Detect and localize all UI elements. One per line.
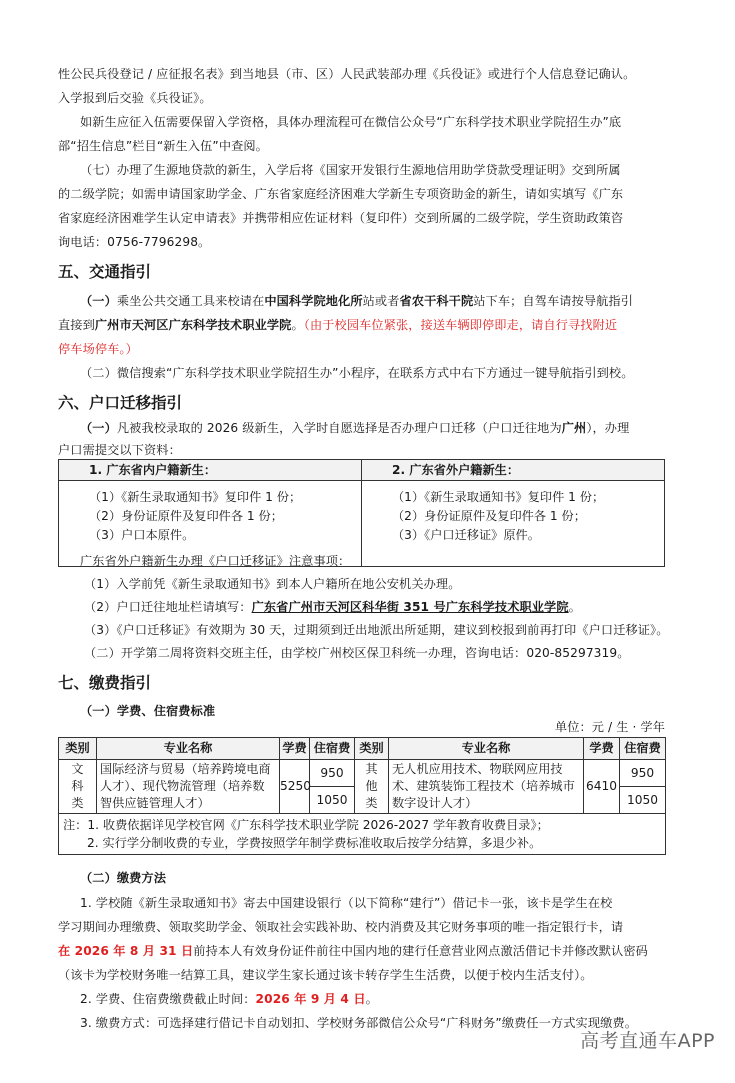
list-item: （3）户口本原件。 [89, 528, 195, 542]
table-header: 2. 广东省外户籍新生： [362, 460, 665, 481]
dorm-fee-cell: 1050 [620, 787, 666, 814]
text-line: 户口需提交以下资料： [58, 443, 181, 457]
text-line: 性公民兵役登记 / 应征报名表》到当地县（市、区）人民武装部办理《兵役证》或进行个人信息登记确认。 [58, 67, 636, 81]
migration-address: 广东省广州市天河区科华街 351 号广东科学技术职业学院 [251, 600, 569, 614]
text-line: 如新生应征入伍需要保留入学资格，具体办理流程可在微信公众号“广东科学技术职业学院招生办”底 [80, 115, 622, 129]
footnote-line: 注：1. 收费依据详见学校官网《广东科学技术职业学院 2026-2027 学年教育收费目录》； [63, 818, 549, 832]
text-span: 直接到 [58, 318, 95, 332]
text-line [80, 293, 633, 309]
table-header: 1. 广东省内户籍新生： [59, 460, 362, 481]
text-line: 省家庭经济困难学生认定申请表》并携带相应佐证材料（复印件）交到所属的二级学院，学生资助政策咨 [58, 211, 624, 225]
item-marker: （一） [80, 294, 117, 308]
text-span: 站下车；自驾车请按导航指引 [473, 294, 633, 308]
section-heading: 五、交通指引 [58, 263, 152, 281]
category-cell: 其他类 [355, 760, 389, 814]
watermark: 高考直通车APP [580, 1030, 715, 1052]
text-line [80, 991, 378, 1007]
text-line [80, 420, 629, 436]
text-line [58, 943, 648, 959]
column-header: 类别 [355, 738, 389, 760]
household-materials-table [58, 459, 665, 567]
text-line: 入学报到后交验《兵役证》。 [58, 91, 212, 105]
destination-city: 广州 [561, 421, 587, 435]
dorm-fee-cell: 950 [310, 760, 355, 787]
destination-name: 广州市天河区广东科学技术职业学院 [94, 318, 292, 332]
section-heading: 七、缴费指引 [58, 674, 152, 692]
subsection-heading: （二）缴费方法 [80, 871, 167, 885]
column-header: 住宿费 [620, 738, 666, 760]
list-item: （3）《户口迁移证》原件。 [392, 528, 540, 542]
text-span: 。 [568, 600, 581, 614]
text-span: 2. 学费、住宿费缴费截止时间： [80, 992, 256, 1006]
bus-stop-name: 中国科学院地化所 [264, 294, 363, 308]
text-line: （该卡为学校财务唯一结算工具，建议学生家长通过该卡转存学生生活费，以便于校内生活支付）。 [58, 968, 593, 982]
item-marker: （一） [80, 421, 117, 435]
text-span: 前持本人有效身份证件前往中国内地的建行任意营业网点激活借记卡并修改默认密码 [193, 944, 648, 958]
major-names-cell: 国际经济与贸易（培养跨境电商人才）、现代物流管理（培养数智供应链管理人才） [97, 760, 280, 814]
column-header: 类别 [59, 738, 97, 760]
fee-standards-table [58, 737, 666, 855]
text-line: 部“招生信息”栏目“新生入伍”中查阅。 [58, 139, 268, 153]
text-span: ），办理 [586, 421, 630, 435]
dorm-fee-cell: 950 [620, 760, 666, 787]
text-line: 询电话：0756-7796298。 [58, 235, 211, 249]
list-item: （2）身份证原件及复印件各 1 份； [392, 509, 586, 523]
major-names-cell: 无人机应用技术、物联网应用技术、建筑装饰工程技术（培养城市数字设计人才） [389, 760, 584, 814]
table-footnote [59, 814, 666, 855]
list-item: （1）《新生录取通知书》复印件 1 份； [392, 490, 605, 504]
dorm-fee-cell: 1050 [310, 787, 355, 814]
subsection-heading: （一）学费、住宿费标准 [80, 704, 216, 718]
text-line [58, 317, 617, 333]
column-header: 专业名称 [389, 738, 584, 760]
text-line: 广东省外户籍新生办理《户口迁移证》注意事项： [80, 554, 351, 568]
unit-label: 单位：元 / 生 · 学年 [554, 720, 665, 734]
column-header: 学费 [584, 738, 620, 760]
text-line: 3. 缴费方式：可选择建行借记卡自动划扣、学校财务部微信公众号“广科财务”缴费任一方式实现缴费。 [80, 1016, 637, 1030]
bus-stop-name: 省农干科干院 [399, 294, 474, 308]
column-header: 学费 [280, 738, 310, 760]
list-item: （2）身份证原件及复印件各 1 份； [89, 509, 283, 523]
materials-list-out-province [362, 481, 665, 567]
text-line: 的二级学院；如需申请国家助学金、广东省家庭经济困难大学新生专项资助金的新生，请如实填写《广东 [58, 187, 624, 201]
column-header: 住宿费 [310, 738, 355, 760]
section-heading: 六、户口迁移指引 [58, 394, 183, 412]
tuition-cell: 5250 [280, 760, 310, 814]
text-line: 1. 学校随《新生录取通知书》寄去中国建设银行（以下简称“建行”）借记卡一张，该卡是学生在校 [80, 896, 613, 910]
list-item: （1）《新生录取通知书》复印件 1 份； [89, 490, 302, 504]
parking-notice: 停车场停车。） [58, 342, 138, 356]
list-item: （1）入学前凭《新生录取通知书》到本人户籍所在地公安机关办理。 [84, 577, 461, 591]
column-header: 专业名称 [97, 738, 280, 760]
deadline-highlight: 在 2026 年 8 月 31 日 [58, 944, 194, 958]
text-span: 凡被我校录取的 2026 级新生，入学时自愿选择是否办理户口迁移（户口迁往地为 [116, 421, 562, 435]
deadline-highlight: 2026 年 9 月 4 日 [255, 992, 366, 1006]
text-span: （2）户口迁往地址栏请填写： [84, 600, 252, 614]
text-line: （二）开学第二周将资料交班主任，由学校广州校区保卫科统一办理，咨询电话：020-85297319。 [84, 646, 630, 660]
list-item [84, 599, 581, 615]
text-span: 站或者 [362, 294, 400, 308]
parking-notice: （由于校园车位紧张，接送车辆即停即走，请自行寻找附近 [303, 318, 618, 332]
text-span: 。 [291, 318, 304, 332]
text-line: 学习期间办理缴费、领取奖助学金、领取社会实践补助、校内消费及其它财务事项的唯一指定银行卡，请 [58, 920, 624, 934]
category-cell: 文科类 [59, 760, 97, 814]
text-span: 乘坐公共交通工具来校请在 [116, 294, 265, 308]
footnote-line: 2. 实行学分制收费的专业，学费按照学年制学费标准收取后按学分结算，多退少补。 [87, 836, 542, 850]
list-item: （3）《户口迁移证》有效期为 30 天，过期须到迁出地派出所延期，建议到校报到前再打印《户口迁移证》。 [84, 623, 669, 637]
text-line: （七）办理了生源地贷款的新生，入学后将《国家开发银行生源地信用助学贷款受理证明》交到所属 [80, 163, 621, 177]
text-line: （二）微信搜索“广东科学技术职业学院招生办”小程序，在联系方式中右下方通过一键导航指引到校。 [80, 366, 634, 380]
text-span: 。 [365, 992, 378, 1006]
tuition-cell: 6410 [584, 760, 620, 814]
